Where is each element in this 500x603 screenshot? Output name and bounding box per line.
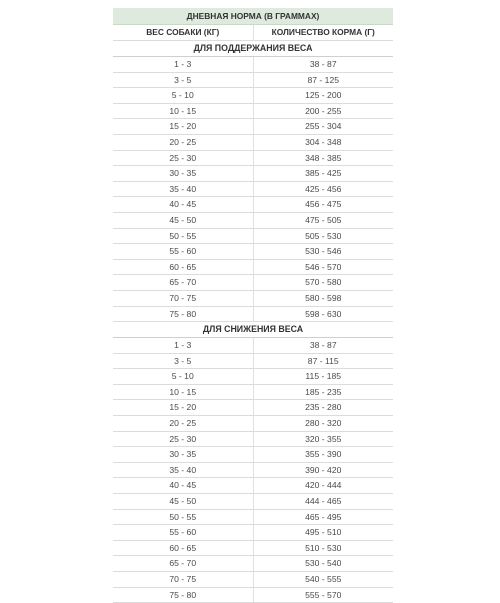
table-row	[113, 103, 393, 119]
table-row	[113, 447, 393, 463]
food-amount-cell: 304 - 348	[253, 134, 393, 150]
dog-weight-cell: 50 - 55	[113, 509, 253, 525]
table-row	[113, 212, 393, 228]
food-amount-cell: 598 - 630	[253, 306, 393, 322]
dog-weight-cell: 5 - 10	[113, 88, 253, 104]
dog-weight-cell: 15 - 20	[113, 119, 253, 135]
table-row	[113, 338, 393, 354]
table-row	[113, 478, 393, 494]
table-row	[113, 181, 393, 197]
table-row	[113, 150, 393, 166]
dog-weight-cell: 45 - 50	[113, 212, 253, 228]
dog-weight-cell: 40 - 45	[113, 197, 253, 213]
food-amount-cell: 570 - 580	[253, 275, 393, 291]
food-amount-cell: 200 - 255	[253, 103, 393, 119]
food-amount-cell: 38 - 87	[253, 57, 393, 73]
table-row	[113, 244, 393, 260]
dog-weight-cell: 40 - 45	[113, 478, 253, 494]
dog-weight-cell: 20 - 25	[113, 134, 253, 150]
table-row	[113, 462, 393, 478]
food-amount-cell: 235 - 280	[253, 400, 393, 416]
table-row	[113, 400, 393, 416]
food-amount-cell: 546 - 570	[253, 259, 393, 275]
food-amount-cell: 465 - 495	[253, 509, 393, 525]
dog-weight-cell: 75 - 80	[113, 306, 253, 322]
dog-weight-cell: 65 - 70	[113, 275, 253, 291]
food-amount-cell: 580 - 598	[253, 290, 393, 306]
dog-weight-cell: 35 - 40	[113, 462, 253, 478]
food-amount-cell: 495 - 510	[253, 525, 393, 541]
column-header-food: КОЛИЧЕСТВО КОРМА (Г)	[253, 25, 393, 41]
dog-weight-cell: 30 - 35	[113, 166, 253, 182]
feeding-table	[113, 8, 393, 603]
dog-weight-cell: 1 - 3	[113, 57, 253, 73]
dog-weight-cell: 65 - 70	[113, 556, 253, 572]
food-amount-cell: 530 - 546	[253, 244, 393, 260]
dog-weight-cell: 75 - 80	[113, 587, 253, 603]
dog-weight-cell: 3 - 5	[113, 353, 253, 369]
food-amount-cell: 390 - 420	[253, 462, 393, 478]
dog-weight-cell: 25 - 30	[113, 431, 253, 447]
section-heading: ДЛЯ ПОДДЕРЖАНИЯ ВЕСА	[113, 41, 393, 57]
food-amount-cell: 87 - 115	[253, 353, 393, 369]
dog-weight-cell: 35 - 40	[113, 181, 253, 197]
food-amount-cell: 320 - 355	[253, 431, 393, 447]
food-amount-cell: 540 - 555	[253, 572, 393, 588]
dog-weight-cell: 30 - 35	[113, 447, 253, 463]
table-title: ДНЕВНАЯ НОРМА (В ГРАММАХ)	[113, 8, 393, 25]
dog-weight-cell: 50 - 55	[113, 228, 253, 244]
column-header-row	[113, 25, 393, 41]
table-row	[113, 259, 393, 275]
dog-weight-cell: 10 - 15	[113, 384, 253, 400]
dog-weight-cell: 10 - 15	[113, 103, 253, 119]
dog-weight-cell: 45 - 50	[113, 494, 253, 510]
table-row	[113, 290, 393, 306]
dog-weight-cell: 55 - 60	[113, 525, 253, 541]
section-heading-row	[113, 41, 393, 57]
food-amount-cell: 456 - 475	[253, 197, 393, 213]
food-amount-cell: 555 - 570	[253, 587, 393, 603]
food-amount-cell: 425 - 456	[253, 181, 393, 197]
table-row	[113, 197, 393, 213]
food-amount-cell: 510 - 530	[253, 540, 393, 556]
table-row	[113, 88, 393, 104]
food-amount-cell: 505 - 530	[253, 228, 393, 244]
table-row	[113, 572, 393, 588]
table-row	[113, 275, 393, 291]
food-amount-cell: 444 - 465	[253, 494, 393, 510]
food-amount-cell: 255 - 304	[253, 119, 393, 135]
dog-weight-cell: 60 - 65	[113, 540, 253, 556]
dog-weight-cell: 25 - 30	[113, 150, 253, 166]
food-amount-cell: 280 - 320	[253, 416, 393, 432]
table-row	[113, 525, 393, 541]
table-row	[113, 587, 393, 603]
column-header-weight: ВЕС СОБАКИ (КГ)	[113, 25, 253, 41]
dog-weight-cell: 60 - 65	[113, 259, 253, 275]
table-row	[113, 353, 393, 369]
table-row	[113, 228, 393, 244]
dog-weight-cell: 1 - 3	[113, 338, 253, 354]
dog-weight-cell: 20 - 25	[113, 416, 253, 432]
table-row	[113, 72, 393, 88]
dog-weight-cell: 5 - 10	[113, 369, 253, 385]
food-amount-cell: 385 - 425	[253, 166, 393, 182]
table-row	[113, 369, 393, 385]
section-heading: ДЛЯ СНИЖЕНИЯ ВЕСА	[113, 322, 393, 338]
food-amount-cell: 355 - 390	[253, 447, 393, 463]
table-row	[113, 509, 393, 525]
dog-weight-cell: 70 - 75	[113, 572, 253, 588]
dog-weight-cell: 3 - 5	[113, 72, 253, 88]
food-amount-cell: 115 - 185	[253, 369, 393, 385]
dog-weight-cell: 15 - 20	[113, 400, 253, 416]
food-amount-cell: 475 - 505	[253, 212, 393, 228]
food-amount-cell: 348 - 385	[253, 150, 393, 166]
table-row	[113, 166, 393, 182]
feeding-chart	[113, 8, 393, 603]
table-row	[113, 556, 393, 572]
table-row	[113, 57, 393, 73]
table-row	[113, 431, 393, 447]
table-row	[113, 540, 393, 556]
dog-weight-cell: 70 - 75	[113, 290, 253, 306]
table-title-row	[113, 8, 393, 25]
dog-weight-cell: 55 - 60	[113, 244, 253, 260]
food-amount-cell: 87 - 125	[253, 72, 393, 88]
food-amount-cell: 125 - 200	[253, 88, 393, 104]
food-amount-cell: 420 - 444	[253, 478, 393, 494]
food-amount-cell: 530 - 540	[253, 556, 393, 572]
food-amount-cell: 185 - 235	[253, 384, 393, 400]
table-row	[113, 119, 393, 135]
section-heading-row	[113, 322, 393, 338]
table-row	[113, 134, 393, 150]
table-row	[113, 416, 393, 432]
table-row	[113, 494, 393, 510]
table-row	[113, 384, 393, 400]
table-row	[113, 306, 393, 322]
food-amount-cell: 38 - 87	[253, 338, 393, 354]
